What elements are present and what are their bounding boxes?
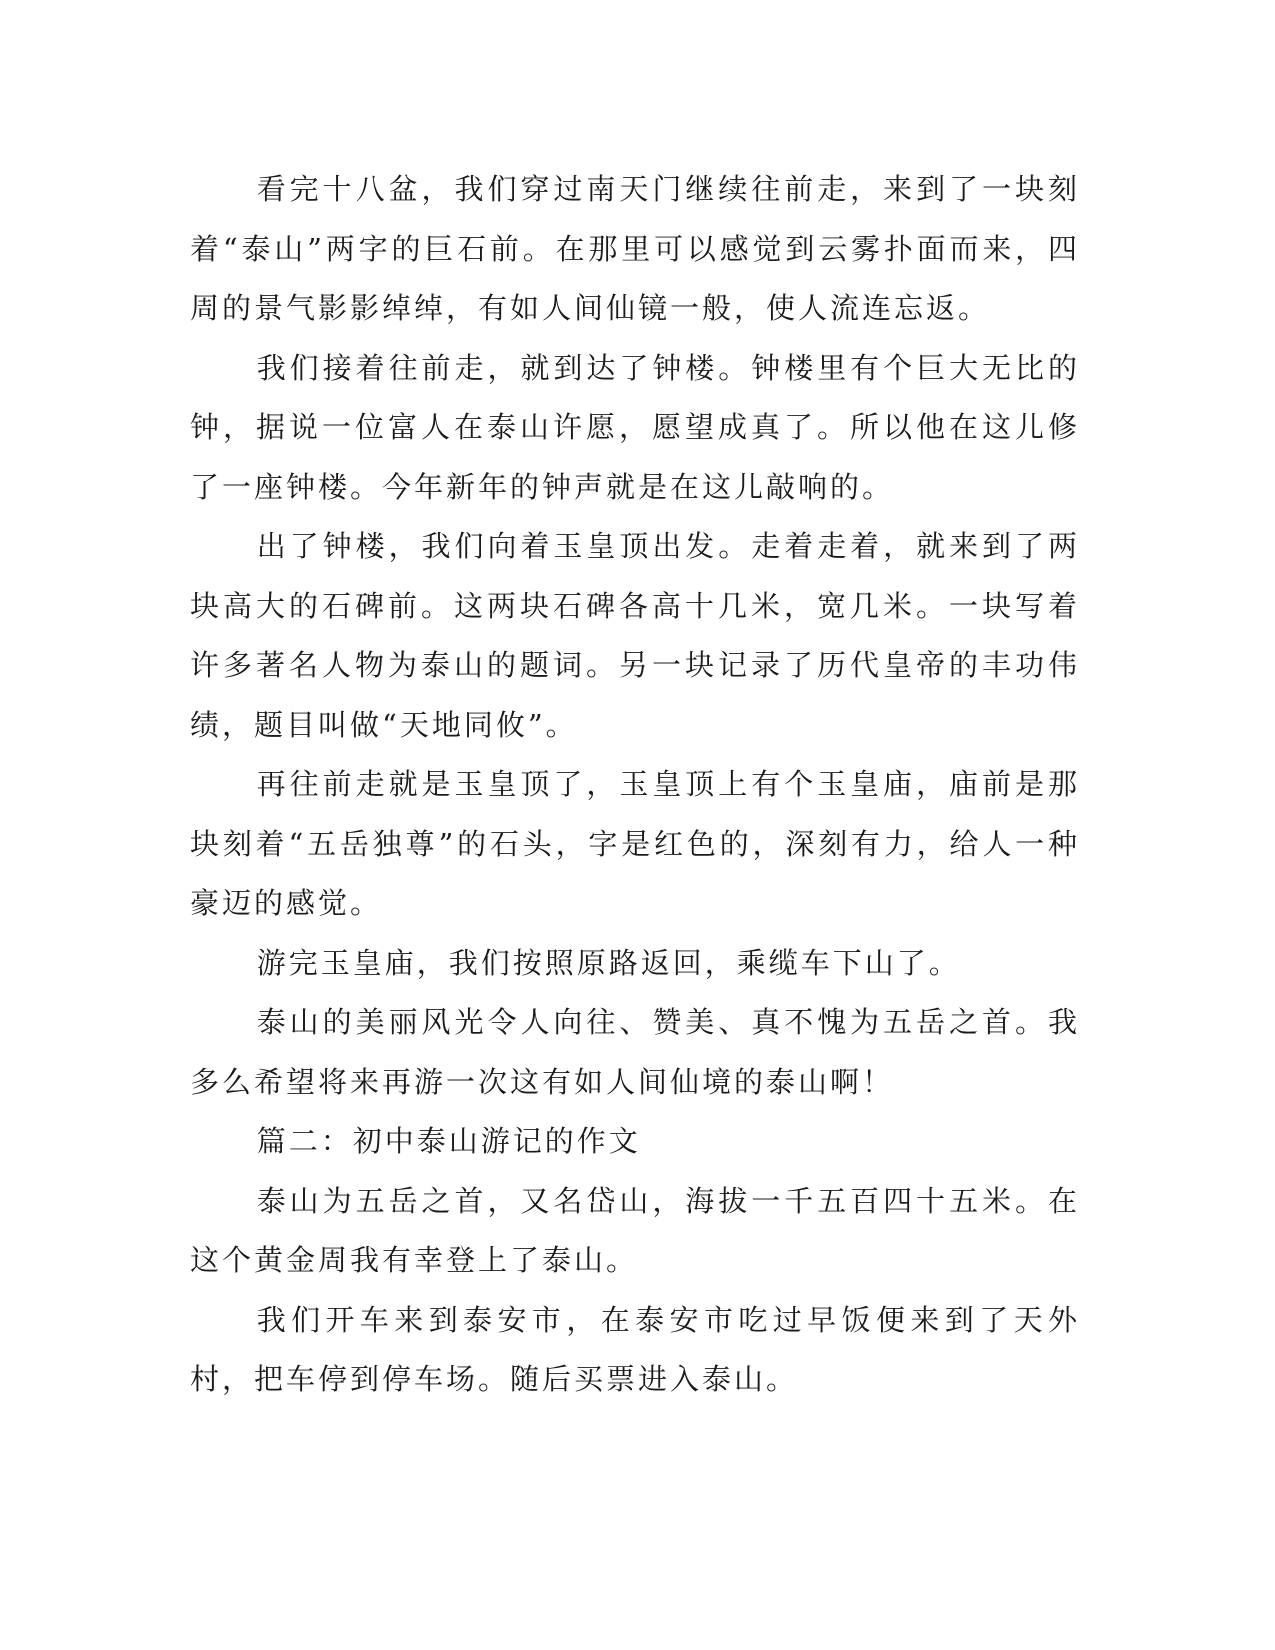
paragraph: 看完十八盆，我们穿过南天门继续往前走，来到了一块刻着“泰山”两字的巨石前。在那里可以感觉到云雾扑面而来，四周的景气影影绰绰，有如人间仙镜一般，使人流连忘返。 [190, 172, 1080, 325]
paragraph: 我们接着往前走，就到达了钟楼。钟楼里有个巨大无比的钟，据说一位富人在泰山许愿，愿望成真了。所以他在这儿修了一座钟楼。今年新年的钟声就是在这儿敲响的。 [190, 350, 1080, 504]
section-heading: 篇二：初中泰山游记的作文 [256, 1124, 641, 1158]
paragraph: 泰山的美丽风光令人向往、赞美、真不愧为五岳之首。我多么希望将来再游一次这有如人间仙境的泰山啊！ [190, 1005, 1080, 1099]
paragraph: 游完玉皇庙，我们按照原路返回，乘缆车下山了。 [256, 945, 961, 980]
paragraph: 出了钟楼，我们向着玉皇顶出发。走着走着，就来到了两块高大的石碑前。这两块石碑各高十几米，宽几米。一块写着许多著名人物为泰山的题词。另一块记录了历代皇帝的丰功伟绩，题目叫做“天地同攸”。 [190, 529, 1080, 742]
paragraph: 我们开车来到泰安市，在泰安市吃过早饭便来到了天外村，把车停到停车场。随后买票进入泰山。 [190, 1302, 1080, 1396]
paragraph: 泰山为五岳之首，又名岱山，海拔一千五百四十五米。在这个黄金周我有幸登上了泰山。 [190, 1183, 1080, 1277]
paragraph: 再往前走就是玉皇顶了，玉皇顶上有个玉皇庙，庙前是那块刻着“五岳独尊”的石头，字是红色的，深刻有力，给人一种豪迈的感觉。 [190, 767, 1080, 920]
document-body [190, 160, 1080, 1410]
